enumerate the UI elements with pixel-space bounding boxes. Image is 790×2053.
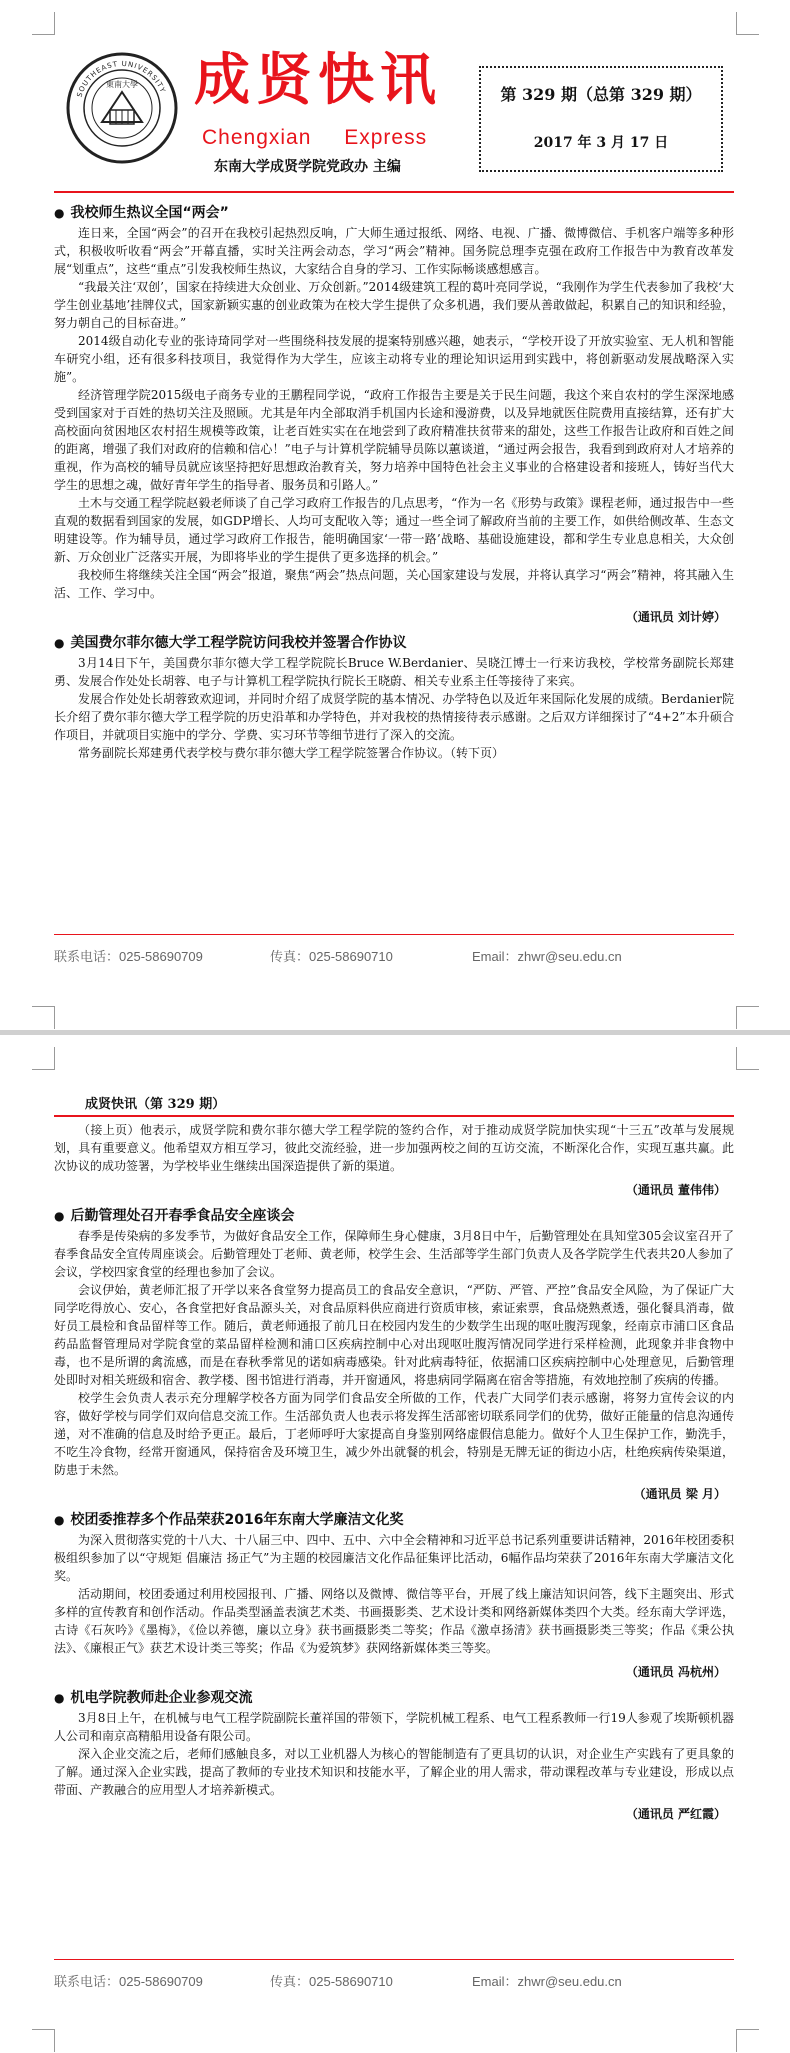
crop-mark [736,2029,759,2052]
article [54,632,734,762]
article-title: ● 机电学院教师赴企业参观交流 [54,1687,734,1707]
article-signature: （通讯员 梁 月） [633,1487,726,1501]
article-signature: （通讯员 董伟伟） [625,1183,726,1197]
crop-mark [32,1047,55,1070]
article-paragraph: 春季是传染病的多发季节，为做好食品安全工作，保障师生身心健康，3月8日中午，后勤管理处在具知堂305会议室召开了春季食品安全宣传周座谈会。后勤管理处丁老师、黄老师，校学生会、生活部等学生部门负责人及各学院学生代表共20人参加了会议，学校四家食堂的经理也参加了会议。 [54,1229,734,1279]
article-title: ● 我校师生热议全国“两会” [54,202,734,222]
footer-rule [54,1959,734,1960]
article-paragraph: 连日来，全国“两会”的召开在我校引起热烈反响，广大师生通过报纸、网络、电视、广播、微博微信、手机客户端等多种形式，积极收听收看“两会”开幕直播，实时关注两会动态，学习“两会”精神。国务院总理李克强在政府工作报告中为教育改革发展“划重点”，这些“重点”引发我校师生热议，大家结合自身的学习、工作实际畅谈感想感言。 [54,226,734,276]
header-rule [54,191,734,193]
crop-mark [32,2029,55,2052]
masthead [54,34,734,184]
article-title: ● 后勤管理处召开春季食品安全座谈会 [54,1205,734,1225]
article-paragraph: 3月14日下午，美国费尔菲尔德大学工程学院院长Bruce W.Berdanier、吴晓江博士一行来访我校，学校常务副院长郑建勇、发展合作处处长胡蓉、电子与计算机工程学院执行院长王晓蔚、相关专业系主任等接待了来宾。 [54,656,734,688]
article-title: ● 校团委推荐多个作品荣获2016年东南大学廉洁文化奖 [54,1509,734,1529]
article-title: ● 美国费尔菲尔德大学工程学院访问我校并签署合作协议 [54,632,734,652]
footer-rule [54,934,734,935]
masthead-subtitle: Chengxian Express [202,126,428,149]
footer-fax: 传真：025-58690710 [270,1974,393,1989]
svg-text:東南大學: 東南大學 [106,80,138,89]
crop-mark [736,1047,759,1070]
article [54,1509,734,1681]
university-seal-icon [66,52,178,164]
article-paragraph: 2014级自动化专业的张诗琦同学对一些围绕科技发展的提案特别感兴趣，她表示，“学校开设了开放实验室、无人机和智能车研究小组，还有很多科技项目，我觉得作为大学生，应该主动将专业的理论知识运用到实践中，将创新驱动发展战略深入实施”。 [54,334,734,384]
crop-mark [32,1006,55,1029]
issue-number: 第 329 期（总第 329 期） [500,85,702,104]
crop-mark [736,12,759,35]
article-signature: （通讯员 刘计婷） [625,610,726,624]
article-paragraph: 会议伊始，黄老师汇报了开学以来各食堂努力提高员工的食品安全意识，“严防、严管、严控”食品安全风险，为了保证广大同学吃得放心、安心，各食堂把好食品源头关，对食品原料供应商进行资质审核，索证索票，食品烧熟煮透，强化餐具消毒，做好员工晨检和食品留样等工作。随后，黄老师通报了前几日在校园内发生的少数学生出现的呕吐腹泻现象，经南京市浦口区食品药品监督管理局对学院食堂的菜品留样检测和浦口区疾病控制中心对出现呕吐腹泻情况同学进行采样检测，此现象并非食物中毒，也不是所谓的禽流感，而是在春秋季常见的诺如病毒感染。针对此病毒特征，依据浦口区疾病控制中心处理意见，后勤管理处即时对相关班级和宿舍、教学楼、图书馆进行消毒，并开窗通风，将患病同学隔离在宿舍等措施，有效地控制了疾病的传播。 [54,1283,734,1387]
article-signature: （通讯员 冯杭州） [625,1665,726,1679]
footer-email: Email：zhwr@seu.edu.cn [472,949,622,964]
article-paragraph: 土木与交通工程学院赵毅老师谈了自己学习政府工作报告的几点思考，“作为一名《形势与政策》课程老师，通过报告中一些直观的数据看到国家的发展，如GDP增长、人均可支配收入等；通过一些全词了解政府当前的主要工作，如供给侧改革、生态文明建设等。作为辅导员，通过学习政府工作报告，能明确国家‘一带一路’战略、基础设施建设，都和学生专业息息相关，大众创新、万众创业广泛落实开展，为即将毕业的学生提供了更多选择的机会。” [54,496,734,564]
article [54,1205,734,1503]
article [54,202,734,626]
footer-phone: 联系电话：025-58690709 [54,1974,203,1989]
article-signature: （通讯员 严红霞） [625,1807,726,1821]
masthead-title: 成贤快讯 [194,47,442,113]
svg-text:SOUTHEAST UNIVERSITY: SOUTHEAST UNIVERSITY [75,59,168,99]
article-paragraph: 活动期间，校团委通过利用校园报刊、广播、网络以及微博、微信等平台，开展了线上廉洁知识问答，线下主题突出、形式多样的宣传教育和创作活动。作品类型涵盖表演艺术类、书画摄影类、艺术设计类和网络新媒体类四个大类。经东南大学评选，古诗《石灰吟》《墨梅》，《俭以养德，廉以立身》获书画摄影类二等奖；作品《激卓扬清》获书画摄影类三等奖；作品《秉公执法》、《廉根正气》获艺术设计类三等奖；作品《为爱筑梦》获网络新媒体类三等奖。 [54,1587,734,1655]
footer-phone: 联系电话：025-58690709 [54,949,203,964]
article-paragraph: 常务副院长郑建勇代表学校与费尔菲尔德大学工程学院签署合作协议。（转下页） [78,746,505,760]
page-2 [0,1035,790,2053]
footer-fax: 传真：025-58690710 [270,949,393,964]
article-paragraph: 经济管理学院2015级电子商务专业的王鹏程同学说，“政府工作报告主要是关于民生问题，我这个来自农村的学生深深地感受到国家对于百姓的热切关注及照顾。尤其是年内全部取消手机国内长途和漫游费，以及异地就医住院费用直接结算，还有扩大高校面向贫困地区农村招生规模等政策，让老百姓实实在在地尝到了政府精准扶贫带来的甜处，这些工作报告让政府和百姓之间的距离，增强了我们对政府的信赖和信心！”电子与计算机学院辅导员陈以蕙谈道，“通过两会报告，我看到到政府对人才培养的重视，作为高校的辅导员就应该坚持把好思想政治教育关，努力培养中国特色社会主义事业的合格建设者和接班人，铸好当代大学生的思想之魂，做好青年学生的指导者、服务员和引路人。” [54,388,734,492]
crop-mark [736,1006,759,1029]
crop-mark [32,12,55,35]
issue-date: 2017 年 3 月 17 日 [533,135,669,151]
article-paragraph: 发展合作处处长胡蓉致欢迎词，并同时介绍了成贤学院的基本情况、办学特色以及近年来国际化发展的成绩。Berdanier院长介绍了费尔菲尔德大学工程学院的历史沿革和办学特色，并对我校的热情接待表示感谢。之后双方详细探讨了“4+2”本升硕合作项目，并就项目实施中的学分、学费、实习环节等细节进行了深入的交流。 [54,692,734,742]
article [54,1687,734,1823]
article-paragraph: 我校师生将继续关注全国“两会”报道，聚焦“两会”热点问题，关心国家建设与发展，并将认真学习“两会”精神，将其融入生活、工作、学习中。 [54,568,734,600]
issue-box [479,66,723,172]
header-rule [54,1115,734,1117]
masthead-department: 东南大学成贤学院党政办 主编 [214,159,401,175]
article-continuation [54,1121,734,1199]
article-paragraph: 为深入贯彻落实党的十八大、十八届三中、四中、五中、六中全会精神和习近平总书记系列重要讲话精神，2016年校团委积极组织参加了以“守规矩 倡廉洁 扬正气”为主题的校园廉洁文化作品征集评比活动，6幅作品均荣获了2016年东南大学廉洁文化奖。 [54,1533,734,1583]
article-paragraph: 3月8日上午，在机械与电气工程学院副院长董祥国的带领下，学院机械工程系、电气工程系教师一行19人参观了埃斯顿机器人公司和南京高精船用设备有限公司。 [54,1711,734,1743]
page1-content [54,196,734,762]
article-paragraph: 校学生会负责人表示充分理解学校各方面为同学们食品安全所做的工作，代表广大同学们表示感谢，将努力宣传会议的内容，做好学校与同学们双向信息交流工作。生活部负责人也表示将发挥生活部密切联系同学们的优势，做好正能量的信息沟通传递，对不准确的信息及时给予更正。最后，丁老师呼吁大家提高自身鉴别网络虚假信息能力。做好个人卫生保护工作，勤洗手，不吃生冷食物，经常开窗通风，保持宿舍及环境卫生，减少外出就餐的机会，特别是无牌无证的街边小店，杜绝疾病传染渠道，防患于未然。 [54,1391,734,1477]
article-paragraph: “我最关注‘双创’，国家在持续进大众创业、万众创新。”2014级建筑工程的葛叶亮同学说，“我刚作为学生代表参加了我校‘大学生创业基地’挂牌仪式，国家新颖实惠的创业政策为在校大学生提供了众多机遇，我们要从善敢做起，积累自己的知识和经验，努力朝自己的目标奋进。” [54,280,734,330]
article-paragraph: （接上页）他表示，成贤学院和费尔菲尔德大学工程学院的签约合作，对于推动成贤学院加快实现“十三五”改革与发展规划，具有重要意义。他希望双方相互学习，彼此交流经验，进一步加强两校之间的互访交流，不断深化合作，实现互惠共赢。此次协议的成功签署，为学校毕业生继续出国深造提供了新的渠道。 [54,1123,734,1173]
footer-email: Email：zhwr@seu.edu.cn [472,1974,622,1989]
page2-content [54,1121,734,1823]
running-title: 成贤快讯（第 329 期） [85,1097,226,1112]
article-paragraph: 深入企业交流之后，老师们感触良多，对以工业机器人为核心的智能制造有了更具切的认识，对企业生产实践有了更具象的了解。通过深入企业实践，提高了教师的专业技术知识和技能水平，了解企业的用人需求，带动课程改革与专业建设，形成以点带面、产教融合的应用型人才培养新模式。 [54,1747,734,1797]
